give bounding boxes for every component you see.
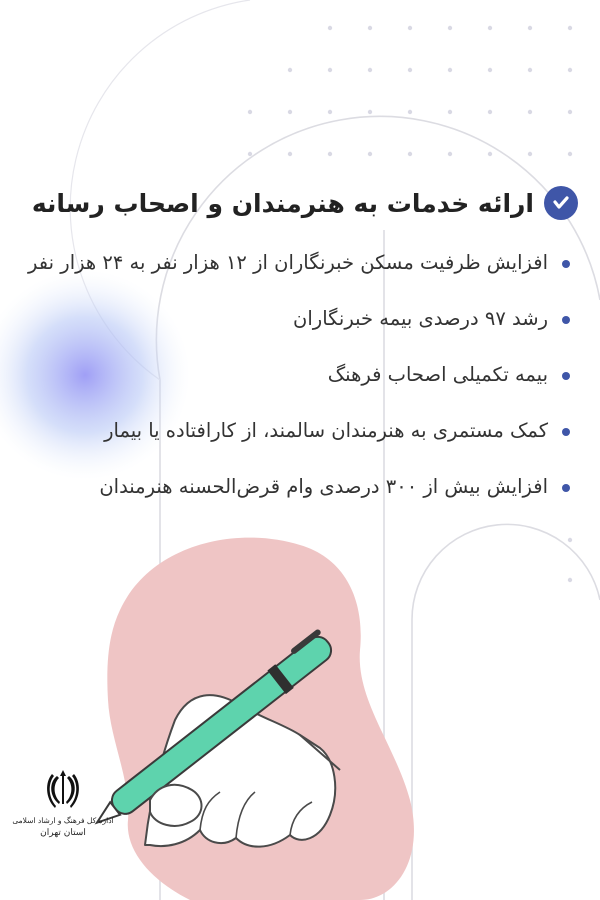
section-header	[18, 186, 578, 220]
list-item	[50, 360, 570, 416]
list-item-text: رشد ۹۷ درصدی بیمه خبرنگاران	[293, 307, 548, 330]
bullet-dot-icon	[562, 428, 570, 436]
list-item-text: کمک مستمری به هنرمندان سالمند، از کارافتاده یا بیمار	[104, 419, 548, 442]
bullet-dot-icon	[562, 372, 570, 380]
list-item	[50, 416, 570, 472]
check-badge-icon	[544, 186, 578, 220]
bullet-dot-icon	[562, 316, 570, 324]
list-item-text: افزایش بیش از ۳۰۰ درصدی وام قرض‌الحسنه هنرمندان	[99, 475, 548, 498]
bullet-dot-icon	[562, 260, 570, 268]
list-item	[50, 304, 570, 360]
logo-province-name: استان تهران	[40, 828, 86, 838]
list-item-text: بیمه تکمیلی اصحاب فرهنگ	[327, 363, 548, 386]
logo-org-name: اداره کل فرهنگ و ارشاد اسلامی	[12, 816, 114, 825]
organization-logo	[12, 768, 114, 838]
list-item	[28, 248, 570, 304]
bullet-dot-icon	[562, 484, 570, 492]
iran-emblem-icon	[43, 768, 83, 810]
list-item	[50, 472, 570, 528]
list-item-text: افزایش ظرفیت مسکن خبرنگاران از ۱۲ هزار نفر به ۲۴ هزار نفر	[28, 251, 548, 274]
section-title: ارائه خدمات به هنرمندان و اصحاب رسانه	[31, 188, 534, 218]
services-list	[28, 248, 570, 528]
